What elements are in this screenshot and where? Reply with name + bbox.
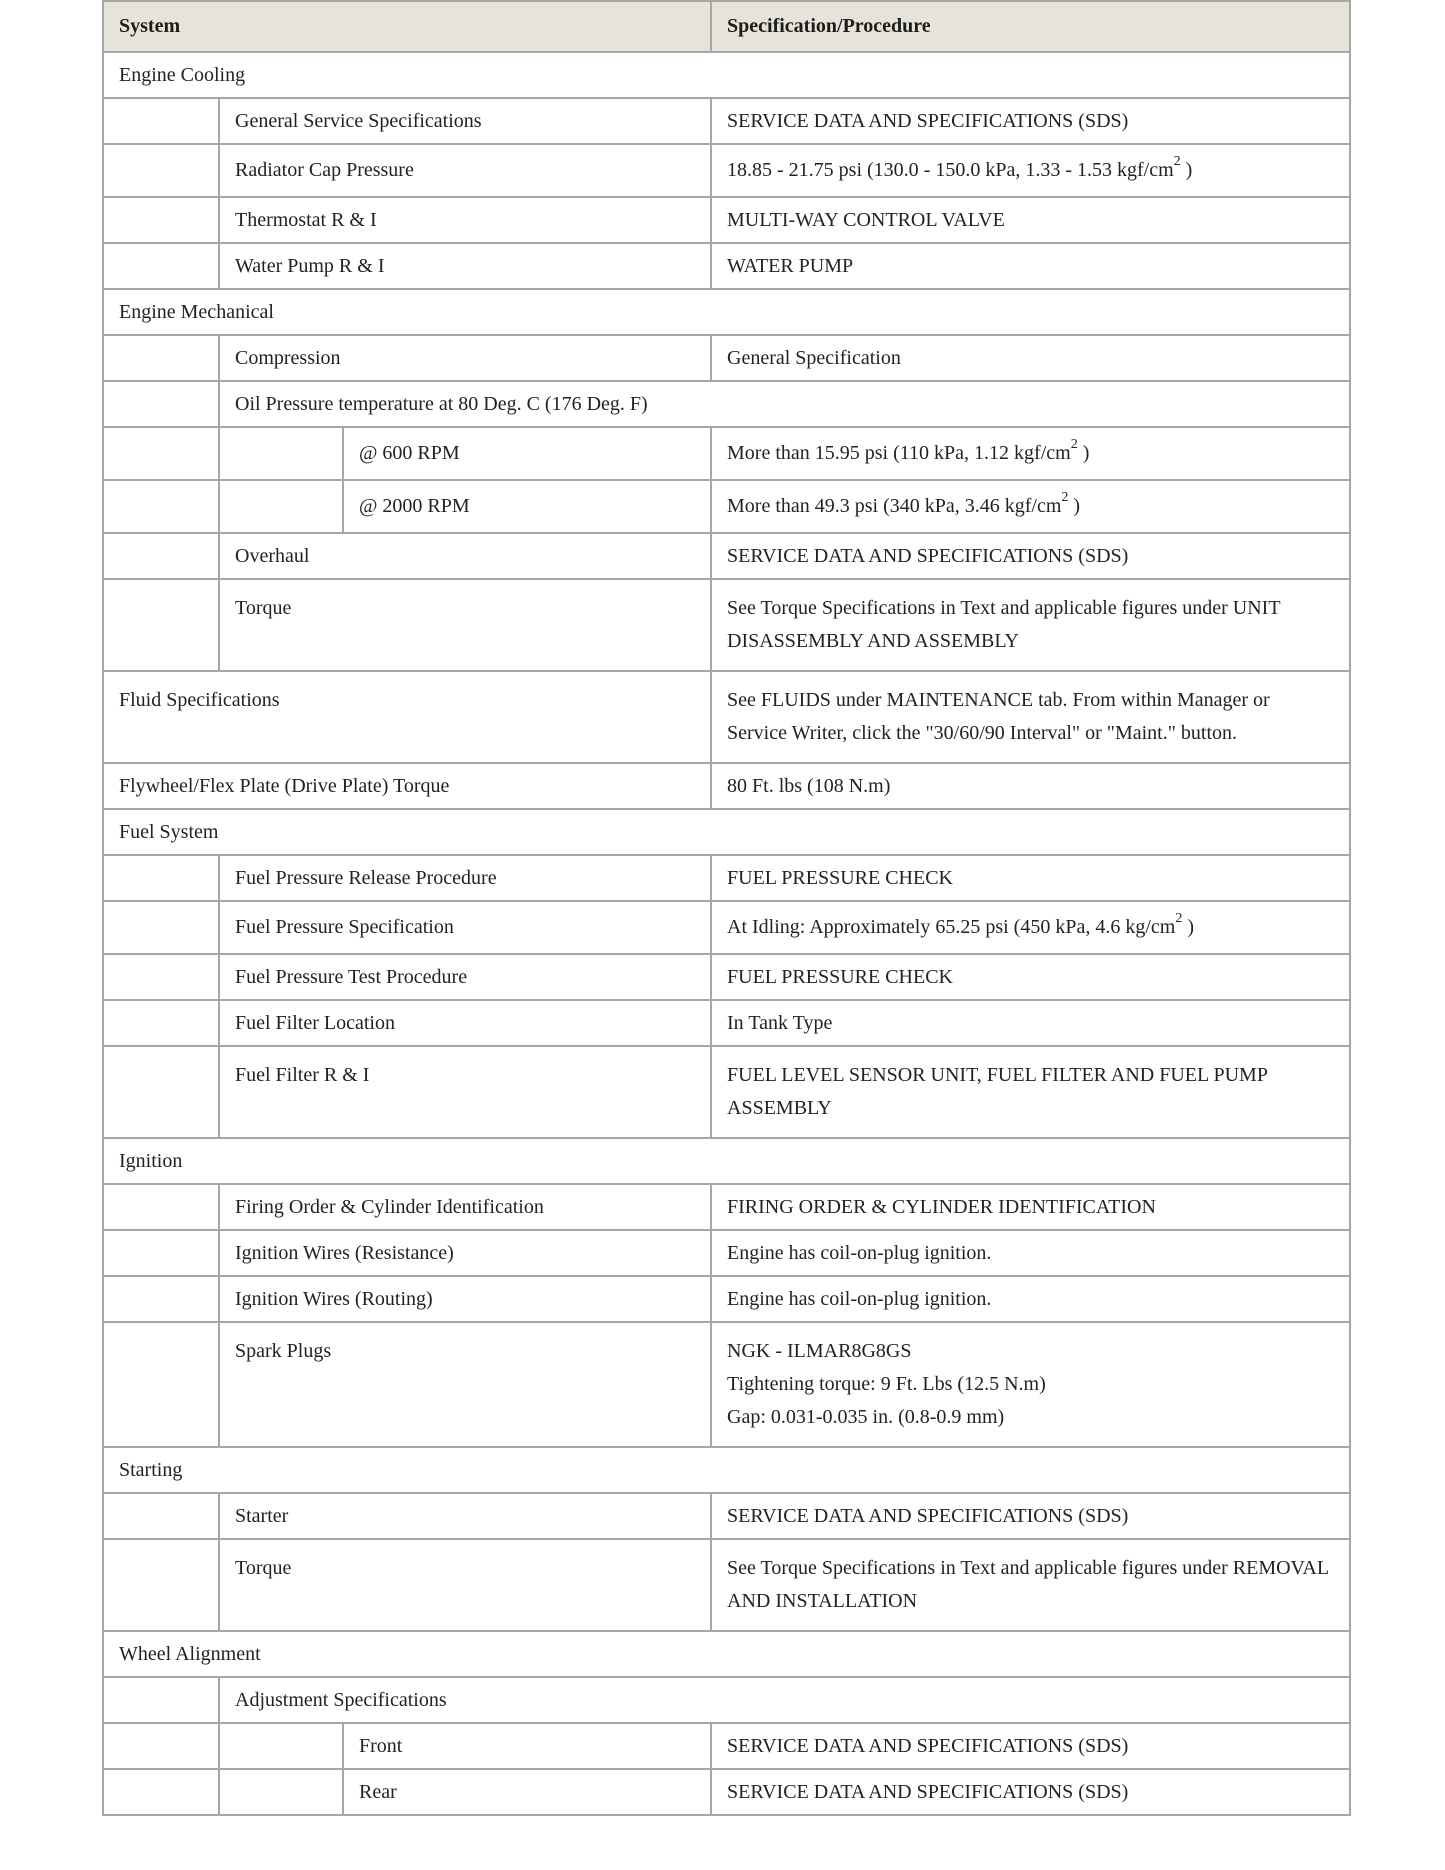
table-row — [103, 1046, 1350, 1138]
table-row — [103, 197, 1350, 243]
row-value: See FLUIDS under MAINTENANCE tab. From within Manager or Service Writer, click the "30/60/90 Interval" or "Maint." button. — [711, 671, 1350, 763]
section-row-ignition — [103, 1138, 1350, 1184]
table-row — [103, 1769, 1350, 1815]
row-value: Engine has coil-on-plug ignition. — [711, 1230, 1350, 1276]
row-label: Flywheel/Flex Plate (Drive Plate) Torque — [103, 763, 711, 809]
row-label: Fuel Pressure Release Procedure — [219, 855, 711, 901]
row-label: Adjustment Specifications — [219, 1677, 1350, 1723]
table-row-flywheel — [103, 763, 1350, 809]
row-label: Torque — [219, 1539, 711, 1631]
table-row — [103, 381, 1350, 427]
row-value: FUEL PRESSURE CHECK — [711, 855, 1350, 901]
indent-cell — [103, 480, 219, 533]
section-title: Engine Mechanical — [103, 289, 1350, 335]
row-value: Engine has coil-on-plug ignition. — [711, 1276, 1350, 1322]
section-row-engine-mechanical — [103, 289, 1350, 335]
indent-cell — [103, 533, 219, 579]
row-value: SERVICE DATA AND SPECIFICATIONS (SDS) — [711, 98, 1350, 144]
row-value: 80 Ft. lbs (108 N.m) — [711, 763, 1350, 809]
section-title: Fuel System — [103, 809, 1350, 855]
indent-cell — [103, 381, 219, 427]
row-label: Fuel Pressure Specification — [219, 901, 711, 954]
superscript: 2 — [1061, 490, 1069, 506]
row-value — [711, 427, 1350, 480]
table-row — [103, 533, 1350, 579]
section-row-fuel-system — [103, 809, 1350, 855]
value-tail: ) — [1180, 159, 1193, 181]
row-label: Firing Order & Cylinder Identification — [219, 1184, 711, 1230]
row-value: WATER PUMP — [711, 243, 1350, 289]
row-label: @ 600 RPM — [343, 427, 711, 480]
section-title: Engine Cooling — [103, 52, 1350, 98]
indent-cell — [103, 98, 219, 144]
value-text: At Idling: Approximately 65.25 psi (450 kPa, 4.6 kg/cm — [727, 916, 1176, 938]
table-row — [103, 98, 1350, 144]
row-value: See Torque Specifications in Text and applicable figures under UNIT DISASSEMBLY AND ASSEMBLY — [711, 579, 1350, 671]
indent-cell — [219, 427, 343, 480]
row-label: Rear — [343, 1769, 711, 1815]
row-label: Ignition Wires (Resistance) — [219, 1230, 711, 1276]
row-label: Starter — [219, 1493, 711, 1539]
section-title: Ignition — [103, 1138, 1350, 1184]
indent-cell — [103, 144, 219, 197]
row-label: Oil Pressure temperature at 80 Deg. C (176 Deg. F) — [219, 381, 1350, 427]
row-value: MULTI-WAY CONTROL VALVE — [711, 197, 1350, 243]
spec-column-header: Specification/Procedure — [711, 1, 1350, 52]
indent-cell — [103, 197, 219, 243]
indent-cell — [103, 1046, 219, 1138]
indent-cell — [103, 1184, 219, 1230]
table-row — [103, 480, 1350, 533]
indent-cell — [219, 1769, 343, 1815]
row-value: See Torque Specifications in Text and applicable figures under REMOVAL AND INSTALLATION — [711, 1539, 1350, 1631]
table-row — [103, 1322, 1350, 1447]
table-row — [103, 1184, 1350, 1230]
table-row — [103, 1723, 1350, 1769]
row-label: Water Pump R & I — [219, 243, 711, 289]
row-label: Fuel Filter R & I — [219, 1046, 711, 1138]
table-row — [103, 1000, 1350, 1046]
table-header-row — [103, 1, 1350, 52]
row-value — [711, 901, 1350, 954]
row-label: Front — [343, 1723, 711, 1769]
superscript: 2 — [1175, 911, 1183, 927]
indent-cell — [103, 579, 219, 671]
section-row-starting — [103, 1447, 1350, 1493]
row-label: Torque — [219, 579, 711, 671]
superscript: 2 — [1173, 154, 1181, 170]
row-value: FIRING ORDER & CYLINDER IDENTIFICATION — [711, 1184, 1350, 1230]
value-text: 18.85 - 21.75 psi (130.0 - 150.0 kPa, 1.33 - 1.53 kgf/cm — [727, 159, 1174, 181]
row-label: General Service Specifications — [219, 98, 711, 144]
indent-cell — [103, 954, 219, 1000]
indent-cell — [219, 1723, 343, 1769]
table-row — [103, 1276, 1350, 1322]
row-value: FUEL LEVEL SENSOR UNIT, FUEL FILTER AND FUEL PUMP ASSEMBLY — [711, 1046, 1350, 1138]
table-row — [103, 243, 1350, 289]
section-title: Wheel Alignment — [103, 1631, 1350, 1677]
table-row — [103, 427, 1350, 480]
indent-cell — [103, 1322, 219, 1447]
row-label: Spark Plugs — [219, 1322, 711, 1447]
system-column-header: System — [103, 1, 711, 52]
section-row-engine-cooling — [103, 52, 1350, 98]
row-value — [711, 144, 1350, 197]
table-row — [103, 579, 1350, 671]
indent-cell — [103, 1230, 219, 1276]
value-text: More than 49.3 psi (340 kPa, 3.46 kgf/cm — [727, 495, 1062, 517]
indent-cell — [103, 901, 219, 954]
row-value — [711, 480, 1350, 533]
value-tail: ) — [1077, 442, 1090, 464]
indent-cell — [103, 243, 219, 289]
table-row — [103, 335, 1350, 381]
table-row — [103, 901, 1350, 954]
table-row-fluid-specifications — [103, 671, 1350, 763]
indent-cell — [103, 1276, 219, 1322]
table-row — [103, 954, 1350, 1000]
indent-cell — [103, 427, 219, 480]
indent-cell — [103, 855, 219, 901]
spark-plug-gap: Gap: 0.031-0.035 in. (0.8-0.9 mm) — [727, 1406, 1005, 1428]
row-value: SERVICE DATA AND SPECIFICATIONS (SDS) — [711, 1493, 1350, 1539]
indent-cell — [219, 480, 343, 533]
value-tail: ) — [1068, 495, 1081, 517]
row-value: SERVICE DATA AND SPECIFICATIONS (SDS) — [711, 1723, 1350, 1769]
row-value: SERVICE DATA AND SPECIFICATIONS (SDS) — [711, 1769, 1350, 1815]
table-row — [103, 1493, 1350, 1539]
row-label: Thermostat R & I — [219, 197, 711, 243]
indent-cell — [103, 1539, 219, 1631]
superscript: 2 — [1070, 437, 1078, 453]
row-label: Radiator Cap Pressure — [219, 144, 711, 197]
value-tail: ) — [1182, 916, 1194, 938]
table-row — [103, 144, 1350, 197]
table-row — [103, 1677, 1350, 1723]
row-value: FUEL PRESSURE CHECK — [711, 954, 1350, 1000]
section-row-wheel-alignment — [103, 1631, 1350, 1677]
row-label: Fuel Pressure Test Procedure — [219, 954, 711, 1000]
indent-cell — [103, 1493, 219, 1539]
row-label: Compression — [219, 335, 711, 381]
indent-cell — [103, 1677, 219, 1723]
row-label: Fluid Specifications — [103, 671, 711, 763]
row-label: Ignition Wires (Routing) — [219, 1276, 711, 1322]
row-label: @ 2000 RPM — [343, 480, 711, 533]
row-label: Fuel Filter Location — [219, 1000, 711, 1046]
specifications-table — [102, 0, 1351, 1816]
section-title: Starting — [103, 1447, 1350, 1493]
indent-cell — [103, 1000, 219, 1046]
row-value — [711, 1322, 1350, 1447]
table-row — [103, 1230, 1350, 1276]
spark-plug-part: NGK - ILMAR8G8GS — [727, 1340, 912, 1362]
table-row — [103, 855, 1350, 901]
row-value: General Specification — [711, 335, 1350, 381]
value-text: More than 15.95 psi (110 kPa, 1.12 kgf/cm — [727, 442, 1071, 464]
row-label: Overhaul — [219, 533, 711, 579]
table-row — [103, 1539, 1350, 1631]
indent-cell — [103, 1769, 219, 1815]
spark-plug-torque: Tightening torque: 9 Ft. Lbs (12.5 N.m) — [727, 1373, 1046, 1395]
indent-cell — [103, 335, 219, 381]
row-value: In Tank Type — [711, 1000, 1350, 1046]
row-value: SERVICE DATA AND SPECIFICATIONS (SDS) — [711, 533, 1350, 579]
indent-cell — [103, 1723, 219, 1769]
